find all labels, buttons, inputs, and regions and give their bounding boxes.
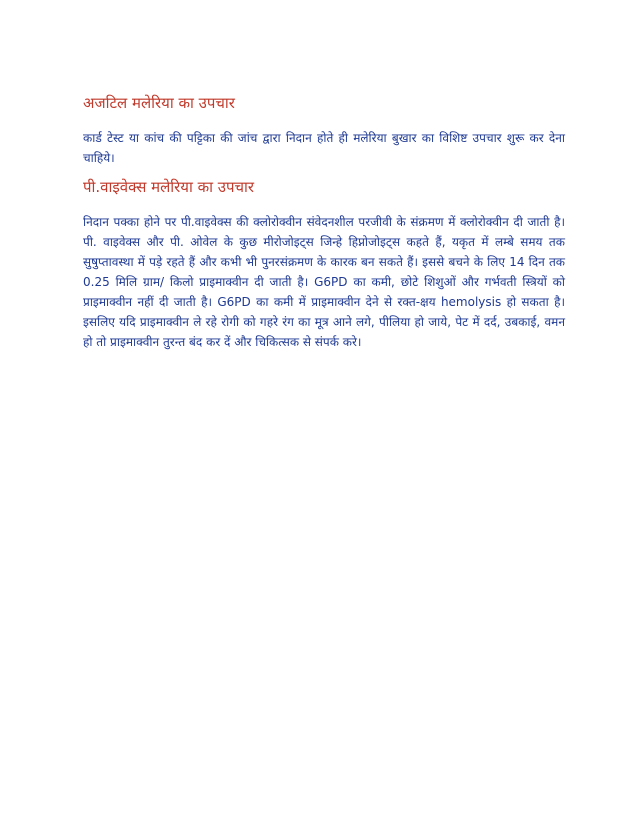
section-paragraph-uncomplicated-malaria-treatment: कार्ड टेस्ट या कांच की पट्टिका की जांच द्वारा निदान होते ही मलेरिया बुखार का विशिष्ट उपचार शुरू कर देना चाहिये। [83,131,565,165]
section-paragraph-vivax-malaria-treatment: निदान पक्का होने पर पी.वाइवेक्स की क्लोरोक्वीन संवेदनशील परजीवी के संक्रमण में क्लोरोक्वीन दी जाती है। पी. वाइवेक्स और पी. ओवेल के कुछ मीरोजोइट्स जिन्हे हिप्नोजोइट्स कहते हैं, यकृत में लम्बे समय तक सुषुप्तावस्था में पड़े रहते हैं और कभी भी पुनरसंक्रमण के कारक बन सकते हैं। इससे बचने के लिए 14 दिन तक 0.25 मिलि ग्राम/ किलो प्राइमाक्वीन दी जाती है। G6PD का कमी, छोटे शिशुओं और गर्भवती स्त्रियों को प्राइमाक्वीन नहीं दी जाती है। G6PD का कमी में प्राइमाक्वीन देने से रक्त-क्षय hemolysis हो सकता है। इसलिए यदि प्राइमाक्वीन ले रहे रोगी को गहरे रंग का मूत्र आने लगे, पीलिया हो जाये, पेट में दर्द, उबकाई, वमन हो तो प्राइमाक्वीन तुरन्त बंद कर दें और चिकित्सक से संपर्क करे। [83,215,565,349]
section-heading-uncomplicated-malaria-treatment: अजटिल मलेरिया का उपचार [83,94,235,112]
document-content [83,92,565,352]
section-heading-vivax-malaria-treatment: पी.वाइवेक्स मलेरिया का उपचार [83,178,255,196]
